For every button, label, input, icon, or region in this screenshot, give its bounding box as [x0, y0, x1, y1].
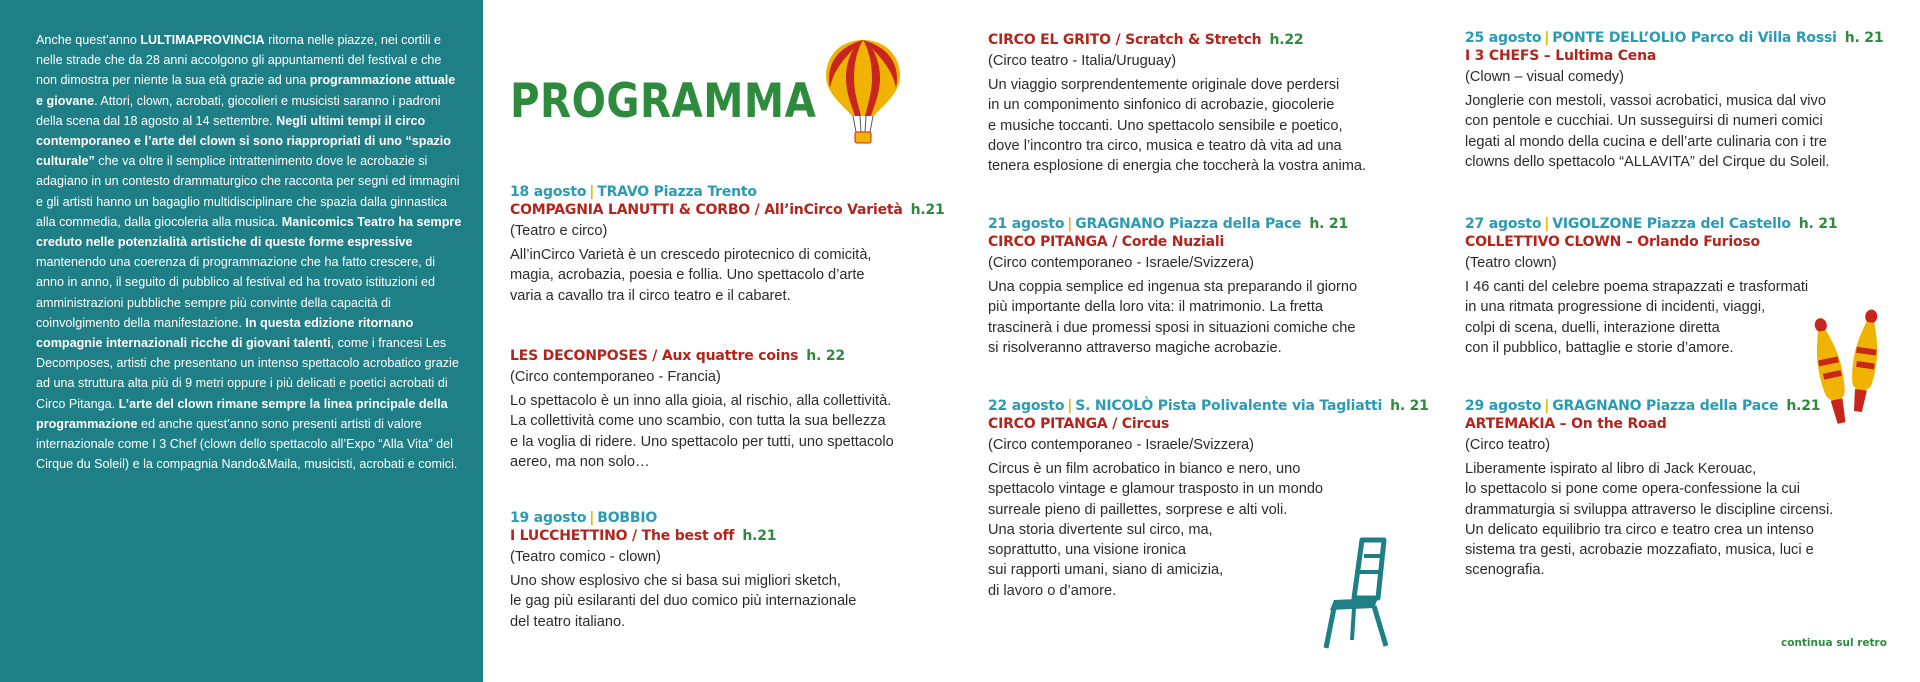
event-hour: h. 21 — [1390, 398, 1429, 414]
event-hour: h. 21 — [1309, 216, 1349, 232]
event-title-line — [1465, 234, 1885, 250]
event-description — [988, 277, 1428, 358]
description-line: La collettività come uno scambio, con tutta la sua bellezza — [510, 413, 886, 430]
event-title-line — [510, 202, 950, 218]
hot-air-balloon-icon — [822, 36, 904, 146]
event-21-agosto — [988, 216, 1428, 358]
intro-highlight: LULTIMAPROVINCIA — [140, 33, 265, 47]
date-separator: | — [589, 510, 595, 526]
description-line: sui rapporti umani, siano di amicizia, — [988, 562, 1224, 579]
event-title: CIRCO EL GRITO / Scratch & Stretch — [988, 32, 1262, 48]
event-place: TRAVO Piazza Trento — [597, 184, 757, 200]
event-genre: (Clown – visual comedy) — [1465, 69, 1624, 85]
description-line: Una coppia semplice ed ingenua sta preparando il giorno — [988, 279, 1358, 295]
description-line: più importante della loro vita: il matrimonio. La fretta — [988, 299, 1324, 316]
description-line: scenografia. — [1465, 562, 1545, 579]
description-line: trascinerà i due promessi sposi in situazioni comiche che — [988, 319, 1356, 336]
event-place: S. NICOLÒ Pista Polivalente via Tagliatti — [1075, 398, 1383, 414]
event-description — [510, 245, 950, 306]
intro-highlight: Negli ultimi tempi il circo contemporaneo e l’arte del clown si sono riappropriati di uno “spazio culturale” — [36, 113, 451, 169]
event-les-deconposes — [510, 346, 950, 472]
event-title-line — [510, 348, 950, 364]
event-hour: h. 21 — [1844, 30, 1884, 46]
event-19-agosto — [510, 510, 950, 632]
intro-segment: Anche quest’anno — [36, 33, 141, 47]
description-line: sistema tra gesti, acrobazie mozzafiato, musica, luci e — [1465, 542, 1814, 559]
date-separator: | — [1544, 216, 1550, 232]
event-date: 18 agosto — [510, 184, 587, 200]
intro-text — [36, 30, 463, 474]
event-date-line — [510, 510, 950, 526]
description-line: e la voglia di ridere. Uno spettacolo per tutti, uno spettacolo — [510, 433, 894, 450]
event-circo-el-grito — [988, 30, 1428, 176]
continue-on-back-note: continua sul retro — [1781, 637, 1887, 649]
event-title: ARTEMAKIA – On the Road — [1465, 416, 1667, 432]
event-date-line — [988, 216, 1428, 232]
event-date: 22 agosto — [988, 398, 1065, 414]
description-line: del teatro italiano. — [510, 613, 626, 630]
event-description — [988, 75, 1428, 176]
event-genre: (Circo contemporaneo - Francia) — [510, 369, 721, 385]
date-separator: | — [1067, 216, 1073, 232]
event-hour: h. 21 — [1798, 216, 1838, 232]
event-date-line — [988, 398, 1428, 414]
event-title: COLLETTIVO CLOWN – Orlando Furioso — [1465, 234, 1760, 250]
description-line: Uno show esplosivo che si basa sui migliori sketch, — [510, 573, 841, 589]
description-line: Un delicato equilibrio tra circo e teatro crea un intenso — [1465, 521, 1814, 538]
event-place: VIGOLZONE Piazza del Castello — [1552, 216, 1791, 232]
event-title-line — [988, 416, 1428, 432]
description-line: surreale pieno di paillettes, sorprese e alti voli. — [988, 501, 1288, 518]
program-title: PROGRAMMA — [510, 74, 817, 129]
event-hour: h.22 — [1269, 32, 1304, 48]
event-title: I LUCCHETTINO / The best off — [510, 528, 735, 544]
date-separator: | — [589, 184, 595, 200]
event-genre: (Teatro e circo) — [510, 223, 608, 239]
description-line: si risolveranno attraverso magiche acrobazie. — [988, 339, 1282, 356]
description-line: con il pubblico, battaglie e storie d’amore. — [1465, 339, 1734, 356]
event-title: CIRCO PITANGA / Corde Nuziali — [988, 234, 1225, 250]
description-line: I 46 canti del celebre poema strapazzati e trasformati — [1465, 279, 1809, 295]
description-line: tenera esplosione di energia che toccherà la vostra anima. — [988, 158, 1367, 175]
event-title: LES DECONPOSES / Aux quattre coins — [510, 348, 799, 364]
event-title-line — [988, 234, 1428, 250]
event-genre: (Circo teatro - Italia/Uruguay) — [988, 53, 1177, 69]
event-date: 21 agosto — [988, 216, 1065, 232]
event-date: 25 agosto — [1465, 30, 1542, 46]
intro-segment: che va oltre il semplice intrattenimento dove le acrobazie si adagiano in un contesto drammaturgico che racconta per segni ed immagini e gli artisti hanno un bagaglio multidisciplinare che spazia dalla ginnastica alla commedia, dalla giocoleria alla musica. — [36, 154, 460, 229]
intro-segment: ed anche quest’anno sono presenti artisti di valore internazionale come I 3 Chef (clown dello spettacolo all’Expo “Alla Vita” del Cirque du Soleil) e la compagnia Nando&Maila, musicisti, acrobati e comici. — [36, 416, 458, 472]
chair-icon — [1320, 536, 1400, 654]
intro-segment: , come i francesi Les Decomposes, artisti che presentano un intenso spettacolo acrobatico grazie ad una struttura alta più di 9 metri oppure i più delicati e poetici acrobati di Circo Pitanga. — [36, 336, 459, 411]
intro-panel — [0, 0, 483, 682]
event-date: 27 agosto — [1465, 216, 1542, 232]
date-separator: | — [1067, 398, 1073, 414]
event-genre: (Teatro comico - clown) — [510, 549, 661, 565]
intro-segment: mantenendo una coerenza di programmazione che ha fatto crescere, di anno in anno, il seguito di pubblico al festival ed ha trovato istituzioni ed amministrazioni pubbliche sempre più convinte della capacità di coinvolgimento della manifestazione. — [36, 255, 436, 330]
intro-highlight: programmazione attuale e giovane — [36, 73, 456, 108]
intro-segment: . Attori, clown, acrobati, giocolieri e musicisti saranno i padroni della scena dal 18 agosto al 14 settembre. — [36, 93, 441, 128]
description-line: in un componimento sinfonico di acrobazie, giocolerie — [988, 97, 1335, 114]
event-title-line — [510, 528, 950, 544]
description-line: dove l’incontro tra circo, musica e teatro dà vita ad una — [988, 137, 1342, 154]
description-line: e musiche toccanti. Uno spettacolo sensibile e poetico, — [988, 117, 1343, 134]
description-line: varia a cavallo tra il circo teatro e il cabaret. — [510, 287, 791, 304]
event-title: I 3 CHEFS – Lultima Cena — [1465, 48, 1657, 64]
description-line: magia, acrobazia, poesia e follia. Uno spettacolo d’arte — [510, 267, 865, 284]
description-line: Liberamente ispirato al libro di Jack Kerouac, — [1465, 461, 1757, 477]
event-hour: h.21 — [1786, 398, 1821, 414]
event-hour: h.21 — [910, 202, 945, 218]
event-title-line — [988, 32, 1428, 48]
description-line: Jonglerie con mestoli, vassoi acrobatici, musica dal vivo — [1465, 93, 1826, 109]
date-separator: | — [1544, 30, 1550, 46]
description-line: All’inCirco Varietà è un crescedo pirotecnico di comicità, — [510, 247, 872, 263]
event-genre: (Circo teatro) — [1465, 437, 1551, 453]
description-line: lo spettacolo si pone come opera-confessione la cui — [1465, 481, 1801, 498]
intro-highlight: Manicomics Teatro ha sempre creduto nelle potenzialità artistiche di queste forme espressive — [36, 214, 462, 250]
intro-highlight: L’arte del clown rimane sempre la linea principale della programmazione — [36, 396, 448, 431]
event-place: GRAGNANO Piazza della Pace — [1075, 216, 1302, 232]
description-line: Lo spettacolo è un inno alla gioia, al rischio, alla collettività. — [510, 393, 892, 409]
description-line: drammaturgia si sviluppa attraverso le discipline circensi. — [1465, 501, 1834, 518]
description-line: clowns dello spettacolo “ALLAVITA” del Cirque du Soleil. — [1465, 153, 1830, 170]
description-line: colpi di scena, duelli, interazione diretta — [1465, 319, 1720, 336]
event-date: 19 agosto — [510, 510, 587, 526]
event-description — [1465, 91, 1885, 172]
event-genre: (Teatro clown) — [1465, 255, 1557, 271]
intro-segment: ritorna nelle piazze, nei cortili e nelle strade che da 28 anni accolgono gli appuntamenti del festival e che non dimostra per niente la sua età grazie ad una — [36, 33, 442, 88]
event-title: CIRCO PITANGA / Circus — [988, 416, 1170, 432]
description-line: Circus è un film acrobatico in bianco e nero, uno — [988, 461, 1301, 477]
event-genre: (Circo contemporaneo - Israele/Svizzera) — [988, 437, 1255, 453]
event-date-line — [510, 184, 950, 200]
description-line: spettacolo vintage e glamour trasposto in un mondo — [988, 481, 1324, 498]
event-title: COMPAGNIA LANUTTI & CORBO / All’inCirco Varietà — [510, 202, 903, 218]
description-line: soprattutto, una visione ironica — [988, 542, 1186, 559]
description-line: di lavoro o d’amore. — [988, 582, 1117, 599]
event-genre: (Circo contemporaneo - Israele/Svizzera) — [988, 255, 1255, 271]
event-place: GRAGNANO Piazza della Pace — [1552, 398, 1779, 414]
description-line: Un viaggio sorprendentemente originale dove perdersi — [988, 77, 1340, 93]
description-line: le gag più esilaranti del duo comico più internazionale — [510, 593, 857, 610]
event-18-agosto — [510, 184, 950, 306]
description-line: aereo, ma non solo… — [510, 453, 650, 470]
event-hour: h. 22 — [806, 348, 845, 364]
description-line: legati al mondo della cucina e dell’arte culinaria con i tre — [1465, 133, 1827, 150]
date-separator: | — [1544, 398, 1550, 414]
event-title-line — [1465, 48, 1885, 64]
description-line: con pentole e cucchiai. Un susseguirsi di numeri comici — [1465, 113, 1823, 130]
event-place: PONTE DELL’OLIO Parco di Villa Rossi — [1552, 30, 1837, 46]
event-date-line — [1465, 216, 1885, 232]
event-hour: h.21 — [742, 528, 777, 544]
event-date: 29 agosto — [1465, 398, 1542, 414]
event-date-line — [1465, 30, 1885, 46]
event-description — [510, 571, 950, 632]
description-line: Una storia divertente sul circo, ma, — [988, 521, 1213, 538]
event-description — [510, 391, 950, 472]
event-place: BOBBIO — [597, 510, 658, 526]
intro-highlight: In questa edizione ritornano compagnie internazionali ricche di giovani talenti — [36, 315, 414, 351]
event-description — [1465, 459, 1885, 581]
event-25-agosto — [1465, 30, 1885, 172]
juggling-pins-icon — [1812, 308, 1882, 434]
description-line: in una ritmata progressione di incidenti, viaggi, — [1465, 299, 1766, 316]
